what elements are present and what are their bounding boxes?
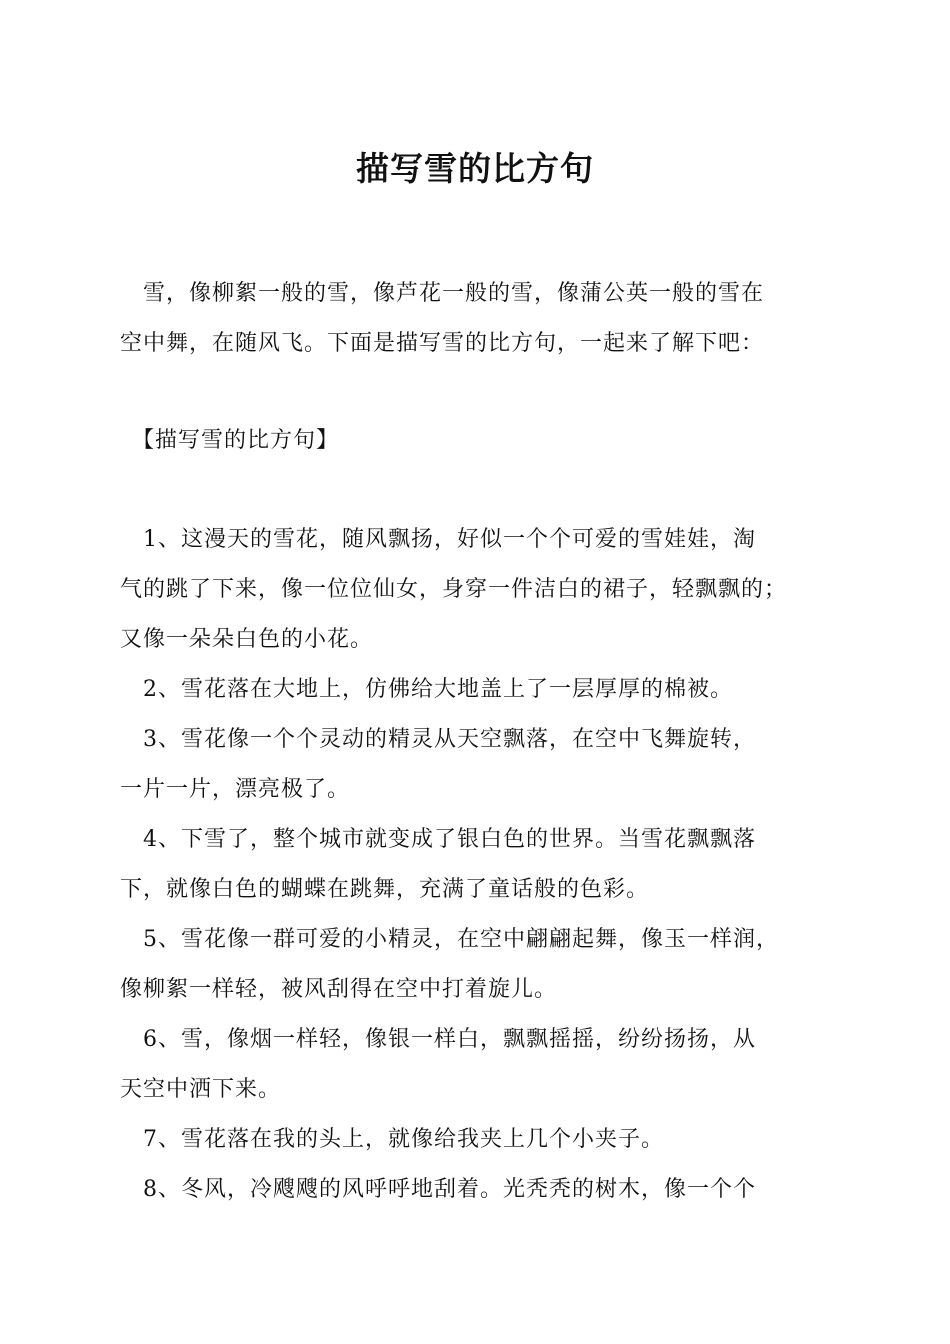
document-title: 描写雪的比方句 bbox=[356, 149, 594, 188]
list-item-line: 5、雪花像一群可爱的小精灵，在空中翩翩起舞，像玉一样润， bbox=[120, 927, 779, 952]
list-item-line: 气的跳了下来，像一位位仙女，身穿一件洁白的裙子，轻飘飘的； bbox=[120, 577, 788, 602]
list-item bbox=[120, 1115, 850, 1165]
list-item bbox=[120, 715, 850, 815]
list-item-line: 又像一朵朵白色的小花。 bbox=[120, 627, 374, 652]
list-item bbox=[120, 915, 850, 1015]
list-item bbox=[120, 1015, 850, 1115]
list-item bbox=[120, 665, 850, 715]
list-item-line: 1、这漫天的雪花，随风飘扬，好似一个个可爱的雪娃娃，淘 bbox=[120, 527, 756, 552]
list-item bbox=[120, 815, 850, 915]
list-item-line: 7、雪花落在我的头上，就像给我夹上几个小夹子。 bbox=[120, 1127, 664, 1152]
list-item-line: 3、雪花像一个个灵动的精灵从天空飘落，在空中飞舞旋转， bbox=[120, 727, 756, 752]
section-heading: 【描写雪的比方句】 bbox=[120, 428, 340, 453]
list-item-line: 4、下雪了，整个城市就变成了银白色的世界。当雪花飘飘落 bbox=[120, 827, 756, 852]
list-item-line: 下，就像白色的蝴蝶在跳舞，充满了童话般的色彩。 bbox=[120, 877, 650, 902]
list-item-line: 一片一片，漂亮极了。 bbox=[120, 777, 351, 802]
list-item bbox=[120, 515, 850, 665]
list-item-line: 2、雪花落在大地上，仿佛给大地盖上了一层厚厚的棉被。 bbox=[120, 677, 733, 702]
list-item-line: 像柳絮一样轻，被风刮得在空中打着旋儿。 bbox=[120, 977, 558, 1002]
intro-paragraph bbox=[120, 269, 850, 369]
list-item bbox=[120, 1165, 850, 1215]
list-item-line: 天空中洒下来。 bbox=[120, 1077, 282, 1102]
list-item-line: 8、冬风，冷飕飕的风呼呼地刮着。光秃秃的树木，像一个个 bbox=[120, 1177, 756, 1202]
list-item-line: 6、雪，像烟一样轻，像银一样白，飘飘摇摇，纷纷扬扬，从 bbox=[120, 1027, 756, 1052]
intro-line: 空中舞，在随风飞。下面是描写雪的比方句，一起来了解下吧： bbox=[120, 331, 765, 356]
intro-line: 雪，像柳絮一般的雪，像芦花一般的雪，像蒲公英一般的雪在 bbox=[120, 281, 765, 306]
